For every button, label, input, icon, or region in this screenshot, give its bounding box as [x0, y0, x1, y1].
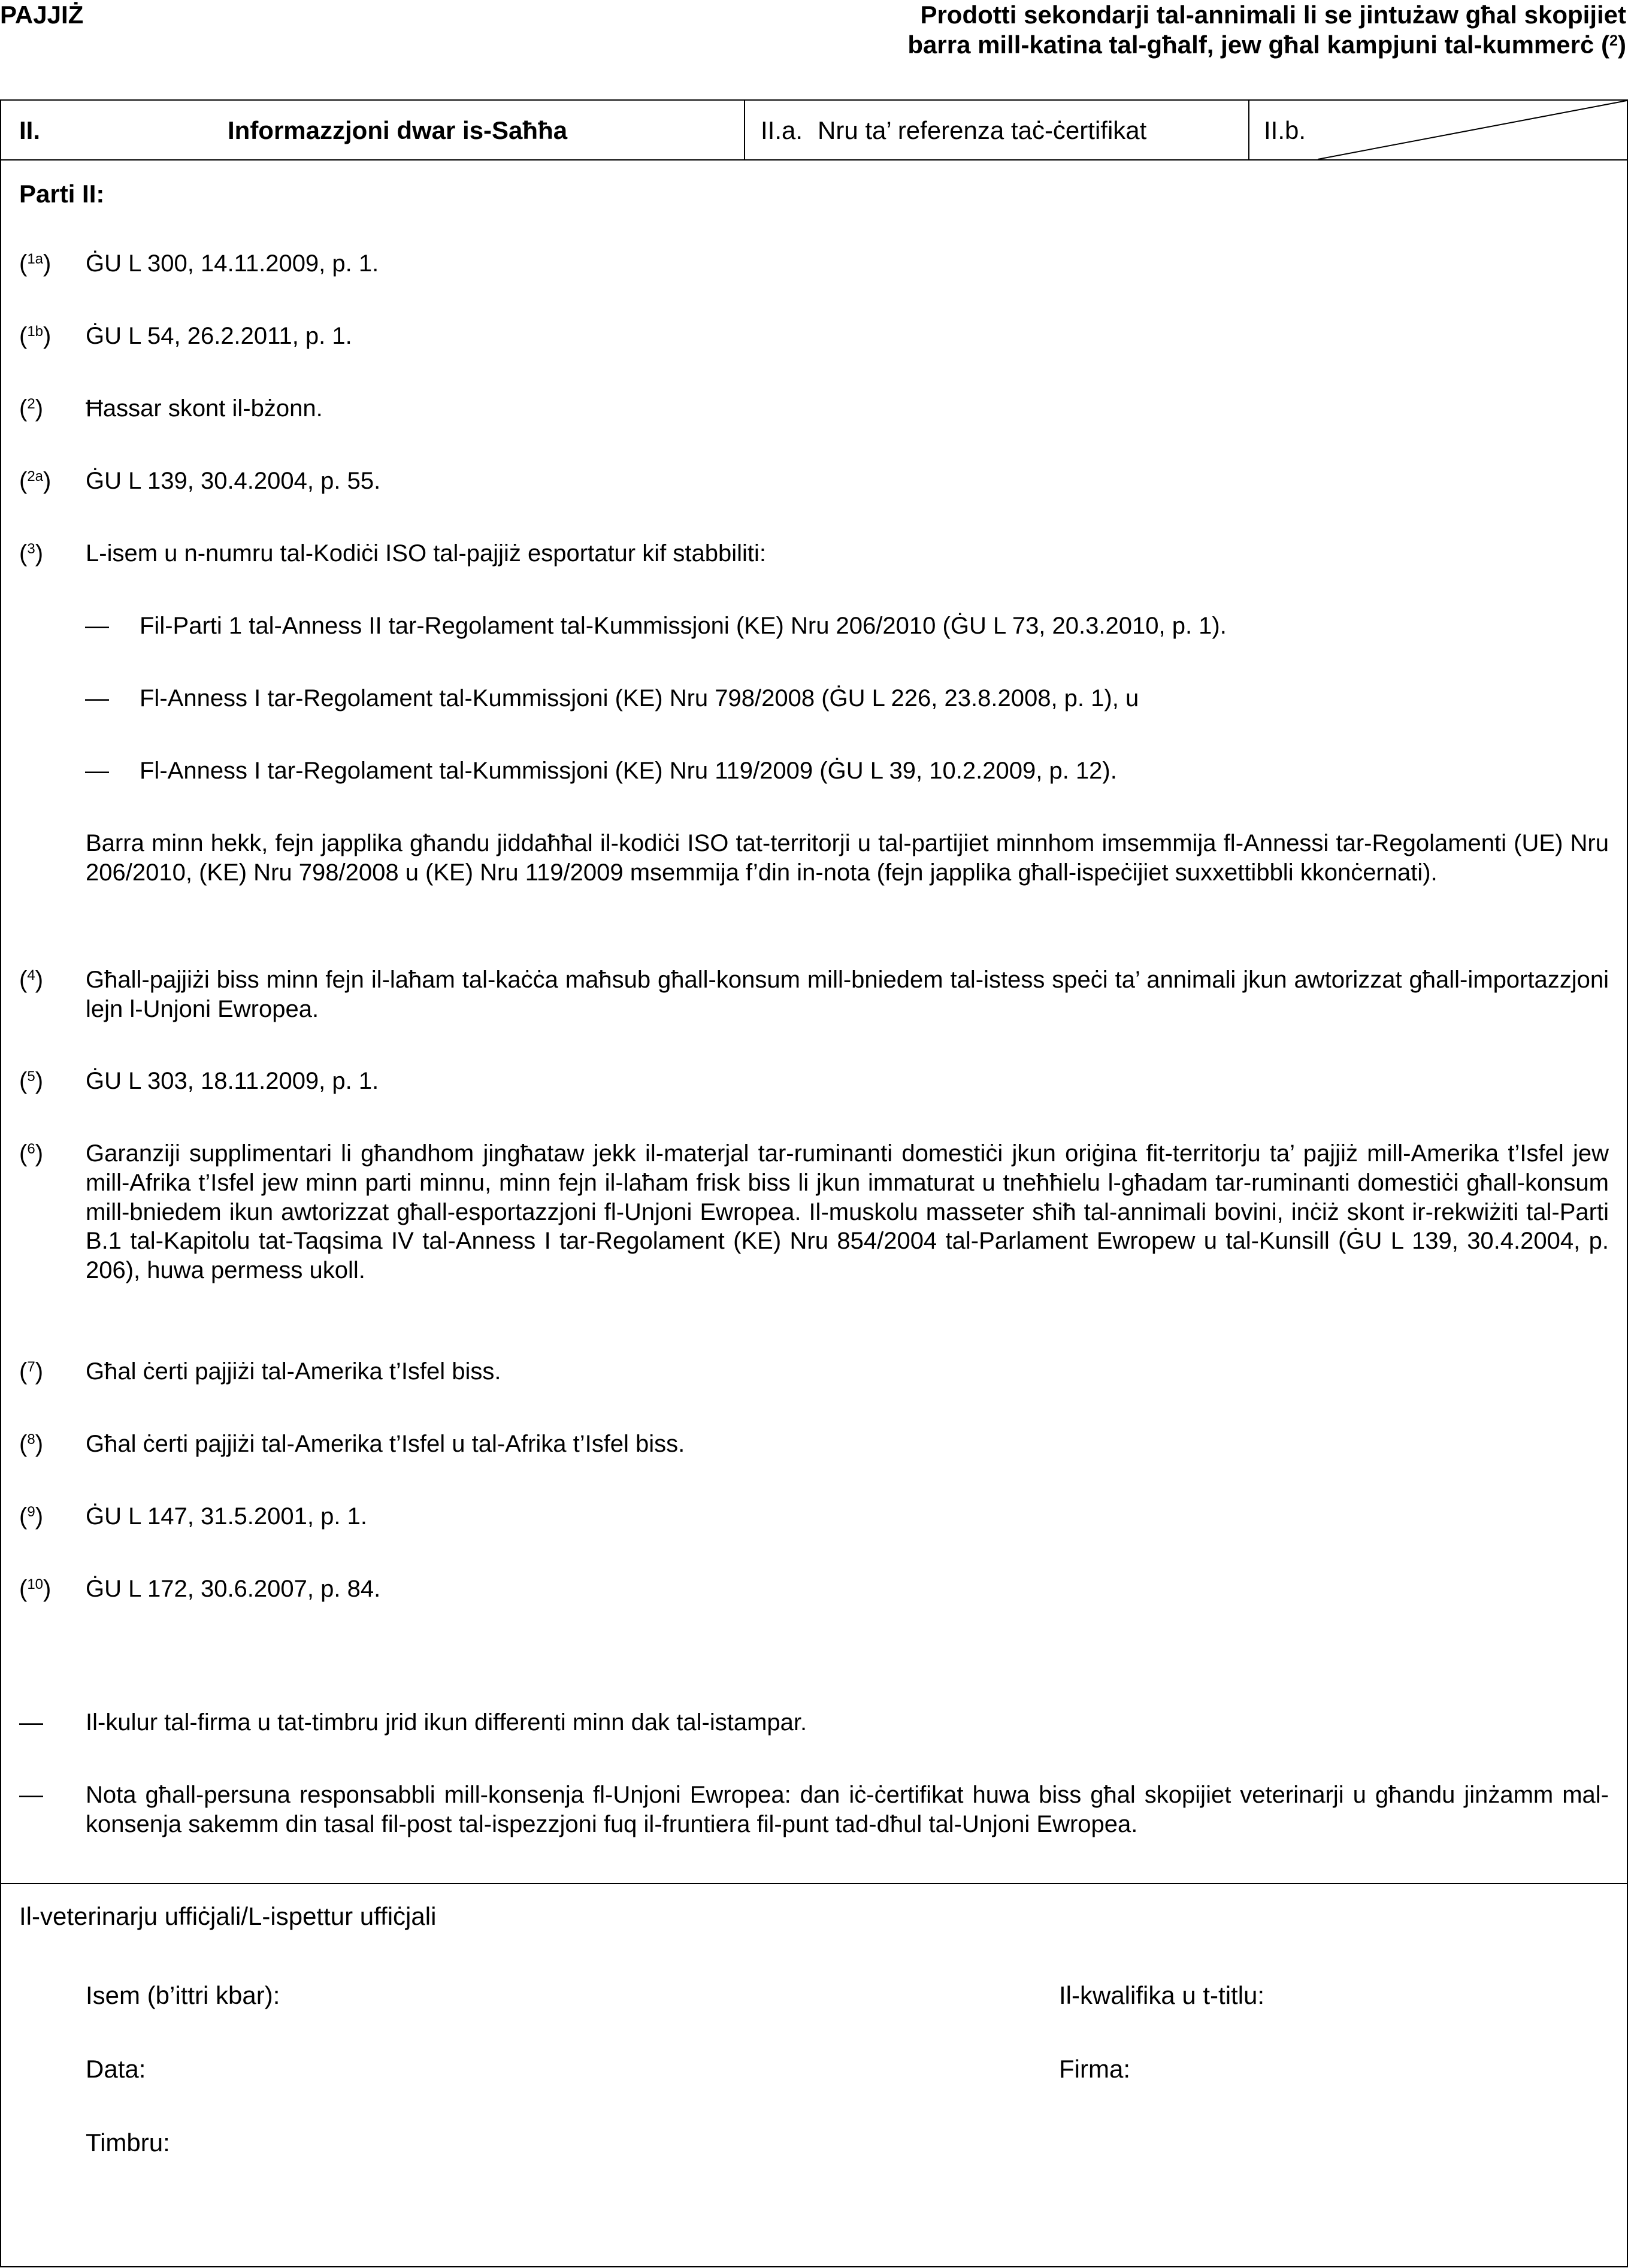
note-text: ĠU L 172, 30.6.2007, p. 84.: [86, 1576, 381, 1602]
note-text: ĠU L 147, 31.5.2001, p. 1.: [86, 1503, 367, 1530]
note-number: ($^9$): [19, 1503, 44, 1530]
note-text: Għal ċerti pajjiżi tal-Amerika t’Isfel biss.: [86, 1358, 501, 1385]
iso-paragraph: Barra minn hekk, fejn japplika għandu jiddaħħal il-kodiċi ISO tat-territorji u tal-partijiet minnhom imsemmija fl-Annessi tar-Regolamenti (UE) Nru 206/2010, (KE) Nru 798/2008 u (KE) Nru 119/2009 msemmija f’din in-nota (fejn japplika għall-ispeċijiet suxxettibbli kkonċernati).: [86, 830, 1609, 886]
qualification-label: Il-kwalifika u t-titlu:: [1059, 1981, 1265, 2009]
note-ref: 9: [27, 1503, 35, 1520]
note-ref: 5: [27, 1068, 35, 1085]
dash-bullet: —: [19, 1709, 43, 1736]
note-item: [19, 1574, 1609, 1604]
note-number: ($^{2a}$): [19, 468, 52, 494]
footnote-text: Il-kulur tal-firma u tat-timbru jrid ikun differenti minn dak tal-istampar.: [86, 1709, 807, 1736]
note-text: Għal ċerti pajjiżi tal-Amerika t’Isfel u tal-Afrika t’Isfel biss.: [86, 1431, 685, 1457]
note-item: [19, 965, 1609, 1024]
note-number: ($^3$): [19, 540, 44, 567]
iso-list-item: [85, 756, 1618, 786]
column-divider: [744, 101, 745, 159]
note-text: Ħassar skont il-bżonn.: [86, 395, 323, 422]
note-ref: 8: [27, 1431, 35, 1448]
dash-bullet: —: [85, 685, 109, 711]
note-ref: 6: [27, 1140, 35, 1157]
country-label: PAJJIŻ: [0, 1, 84, 29]
certificate-frame: [0, 99, 1628, 2267]
signature-label: Firma:: [1059, 2055, 1130, 2083]
note-number: ($^2$): [19, 395, 44, 422]
note-item: [19, 322, 1609, 351]
note-text: ĠU L 303, 18.11.2009, p. 1.: [86, 1068, 379, 1094]
note-ref: 4: [27, 967, 35, 983]
note-number: ($^8$): [19, 1431, 44, 1457]
reference-number-label: Nru ta’ referenza taċ-ċertifikat: [818, 116, 1147, 144]
column-divider: [1248, 101, 1249, 159]
note-item: [19, 539, 1609, 568]
name-label: Isem (b’ittri kbar):: [86, 1981, 280, 2009]
field-b-label: II.b.: [1264, 116, 1306, 144]
note-number: ($^{1b}$): [19, 323, 52, 349]
footnote-text: Nota għall-persuna responsabbli mill-konsenja fl-Unjoni Ewropea: dan iċ-ċertifikat huwa biss għal skopijiet veterinarji u għandu jinżamm mal-konsenja sakemm din tasal fil-post tal-ispezzjoni fuq il-fruntiera fil-punt tad-dħul tal-Unjoni Ewropea.: [86, 1782, 1609, 1837]
note-ref: 3: [27, 540, 35, 557]
section-header-row: [1, 101, 1627, 161]
note-item: [19, 1357, 1609, 1386]
iso-list-item: [85, 684, 1618, 713]
part-title: Parti II:: [19, 180, 105, 208]
note-ref: 2: [27, 395, 35, 412]
dash-bullet: —: [85, 613, 109, 639]
note-text: Garanziji supplimentari li għandhom jingħataw jekk il-materjal tar-ruminanti domestiċi jkun oriġina fit-territorju ta’ pajjiż mill-Amerika t’Isfel jew mill-Afrika t’Isfel jew minn parti minnu, minn fejn il-laħam frisk biss li jkun immaturat u tneħħielu l-għadam tar-ruminanti domestiċi għall-konsum mill-bniedem ikun awtorizzat għall-esportazzjoni fl-Unjoni Ewropea. Il-muskolu masseter sħiħ tal-annimali bovini, inċiż skont ir-rekwiżiti tal-Parti B.1 tal-Kapitolu tat-Taqsima IV tal-Anness I tar-Regolament (KE) Nru 854/2004 tal-Parlament Ewropew u tal-Kunsill (ĠU L 139, 30.4.2004, p. 206), huwa permess ukoll.: [86, 1140, 1609, 1284]
note-ref: 1a: [27, 250, 44, 267]
footnote-item: [19, 1781, 1609, 1839]
section-title: Informazzjoni dwar is-Saħħa: [228, 116, 568, 144]
certificate-title-ref: 2: [1609, 32, 1618, 49]
note-ref: 2a: [27, 468, 44, 485]
note-item: [19, 1502, 1609, 1531]
note-item: [19, 394, 1609, 423]
note-number: ($^5$): [19, 1068, 44, 1094]
stamp-label: Timbru:: [86, 2128, 170, 2157]
note-item: [19, 1067, 1609, 1096]
note-ref: 10: [27, 1576, 44, 1592]
date-label: Data:: [86, 2055, 146, 2083]
footnote-item: [19, 1708, 1609, 1737]
certificate-title-text: Prodotti sekondarji tal-annimali li se jintużaw għal skopijiet barra mill-katina tal-għalf, jew għal kampjuni tal-kummerċ: [907, 1, 1626, 59]
section-divider: [1, 1883, 1627, 1884]
certificate-title: Prodotti sekondarji tal-annimali li se jintużaw għal skopijiet barra mill-katina tal-għalf, jew għal kampjuni tal-kummerċ ($^2$): [907, 1, 1626, 59]
note-ref: 1b: [27, 323, 44, 340]
official-veterinarian-heading: Il-veterinarju uffiċjali/L-ispettur uffiċjali: [19, 1902, 437, 1930]
note-number: ($^{10}$): [19, 1576, 52, 1602]
crossed-out-field: [1318, 101, 1627, 159]
note-item: [19, 1139, 1609, 1285]
note-text: Għall-pajjiżi biss minn fejn il-laħam tal-kaċċa maħsub għall-konsum mill-bniedem tal-istess speċi ta’ annimali jkun awtorizzat għall-importazzjoni lejn l-Unjoni Ewropea.: [86, 967, 1609, 1022]
note-number: ($^7$): [19, 1358, 44, 1385]
note-number: ($^6$): [19, 1140, 44, 1167]
reference-label-code: II.a.: [761, 116, 803, 144]
dash-bullet: —: [19, 1782, 43, 1808]
note-ref: 7: [27, 1358, 35, 1375]
section-number: II.: [19, 116, 41, 144]
note-number: ($^{1a}$): [19, 250, 52, 277]
note-text: ĠU L 54, 26.2.2011, p. 1.: [86, 323, 352, 349]
dash-bullet: —: [85, 758, 109, 784]
note-item: [19, 249, 1609, 278]
note-number: ($^4$): [19, 967, 44, 993]
note-text: ĠU L 300, 14.11.2009, p. 1.: [86, 250, 379, 277]
note-text: ĠU L 139, 30.4.2004, p. 55.: [86, 468, 381, 494]
note-item: [19, 467, 1609, 496]
iso-list-text: Fl-Anness I tar-Regolament tal-Kummissjoni (KE) Nru 119/2009 (ĠU L 39, 10.2.2009, p. 12).: [140, 758, 1117, 784]
note-item: [19, 1430, 1609, 1459]
iso-list-item: [85, 611, 1618, 641]
note-text: L-isem u n-numru tal-Kodiċi ISO tal-pajjiż esportatur kif stabbiliti:: [86, 540, 766, 567]
iso-list-text: Fil-Parti 1 tal-Anness II tar-Regolament tal-Kummissjoni (KE) Nru 206/2010 (ĠU L 73, 20.3.2010, p. 1).: [140, 613, 1227, 639]
iso-list-text: Fl-Anness I tar-Regolament tal-Kummissjoni (KE) Nru 798/2008 (ĠU L 226, 23.8.2008, p. 1), u: [140, 685, 1139, 711]
